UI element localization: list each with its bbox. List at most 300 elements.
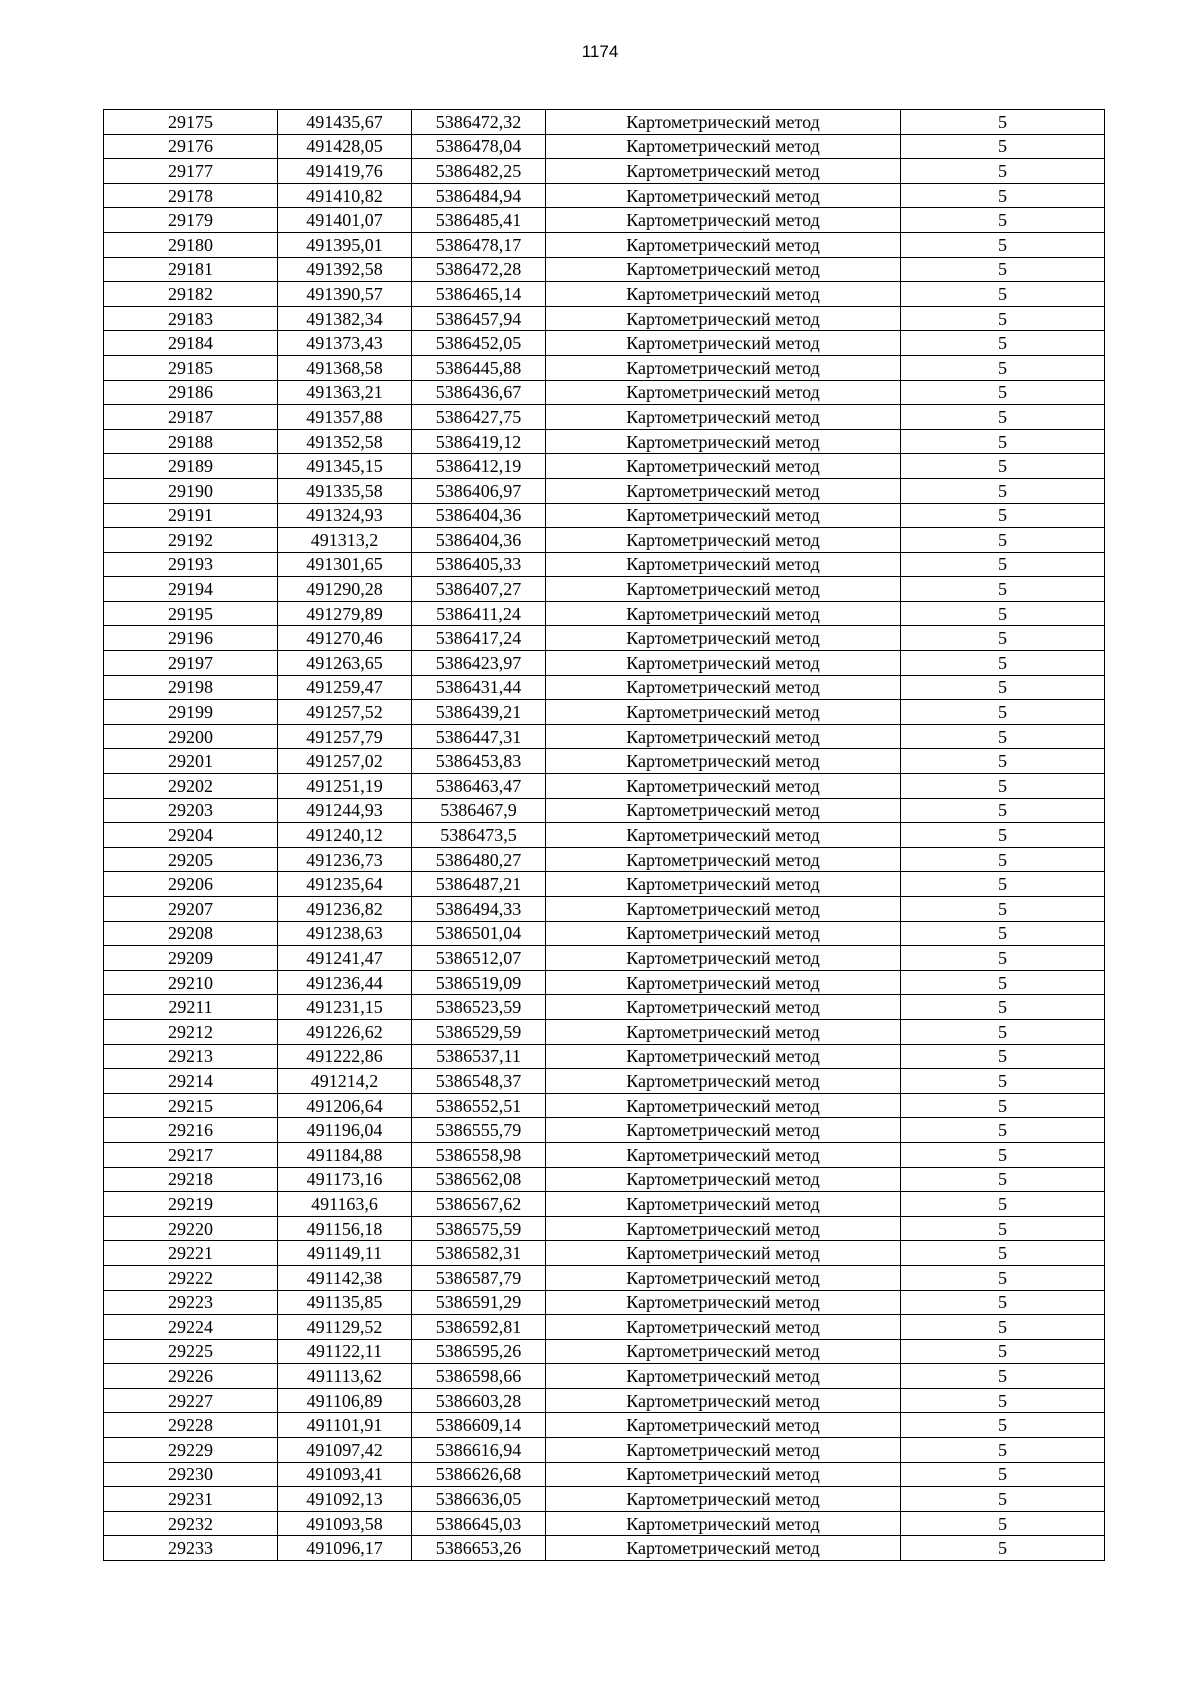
method-cell: Картометрический метод bbox=[546, 675, 901, 700]
y-coordinate-cell: 5386591,29 bbox=[412, 1290, 546, 1315]
y-coordinate-cell: 5386423,97 bbox=[412, 651, 546, 676]
x-coordinate-cell: 491231,15 bbox=[278, 995, 412, 1020]
x-coordinate-cell: 491257,52 bbox=[278, 700, 412, 725]
table-row bbox=[104, 429, 1105, 454]
point-number-cell: 29222 bbox=[104, 1265, 278, 1290]
y-coordinate-cell: 5386431,44 bbox=[412, 675, 546, 700]
method-cell: Картометрический метод bbox=[546, 1069, 901, 1094]
method-cell: Картометрический метод bbox=[546, 946, 901, 971]
accuracy-cell: 5 bbox=[901, 429, 1105, 454]
method-cell: Картометрический метод bbox=[546, 183, 901, 208]
table-row bbox=[104, 134, 1105, 159]
point-number-cell: 29179 bbox=[104, 208, 278, 233]
table-row bbox=[104, 1364, 1105, 1389]
y-coordinate-cell: 5386575,59 bbox=[412, 1216, 546, 1241]
table-row bbox=[104, 1462, 1105, 1487]
x-coordinate-cell: 491093,41 bbox=[278, 1462, 412, 1487]
y-coordinate-cell: 5386626,68 bbox=[412, 1462, 546, 1487]
x-coordinate-cell: 491435,67 bbox=[278, 110, 412, 135]
x-coordinate-cell: 491313,2 bbox=[278, 528, 412, 553]
point-number-cell: 29209 bbox=[104, 946, 278, 971]
table-row bbox=[104, 1019, 1105, 1044]
x-coordinate-cell: 491214,2 bbox=[278, 1069, 412, 1094]
x-coordinate-cell: 491390,57 bbox=[278, 282, 412, 307]
x-coordinate-cell: 491236,73 bbox=[278, 847, 412, 872]
x-coordinate-cell: 491259,47 bbox=[278, 675, 412, 700]
y-coordinate-cell: 5386411,24 bbox=[412, 601, 546, 626]
accuracy-cell: 5 bbox=[901, 897, 1105, 922]
y-coordinate-cell: 5386562,08 bbox=[412, 1167, 546, 1192]
method-cell: Картометрический метод bbox=[546, 232, 901, 257]
accuracy-cell: 5 bbox=[901, 380, 1105, 405]
method-cell: Картометрический метод bbox=[546, 749, 901, 774]
point-number-cell: 29198 bbox=[104, 675, 278, 700]
method-cell: Картометрический метод bbox=[546, 601, 901, 626]
point-number-cell: 29203 bbox=[104, 798, 278, 823]
x-coordinate-cell: 491173,16 bbox=[278, 1167, 412, 1192]
point-number-cell: 29226 bbox=[104, 1364, 278, 1389]
method-cell: Картометрический метод bbox=[546, 823, 901, 848]
accuracy-cell: 5 bbox=[901, 1118, 1105, 1143]
method-cell: Картометрический метод bbox=[546, 1192, 901, 1217]
x-coordinate-cell: 491382,34 bbox=[278, 306, 412, 331]
y-coordinate-cell: 5386592,81 bbox=[412, 1315, 546, 1340]
x-coordinate-cell: 491236,82 bbox=[278, 897, 412, 922]
point-number-cell: 29229 bbox=[104, 1438, 278, 1463]
table-row bbox=[104, 503, 1105, 528]
accuracy-cell: 5 bbox=[901, 1142, 1105, 1167]
accuracy-cell: 5 bbox=[901, 552, 1105, 577]
point-number-cell: 29213 bbox=[104, 1044, 278, 1069]
method-cell: Картометрический метод bbox=[546, 1462, 901, 1487]
accuracy-cell: 5 bbox=[901, 970, 1105, 995]
y-coordinate-cell: 5386465,14 bbox=[412, 282, 546, 307]
method-cell: Картометрический метод bbox=[546, 774, 901, 799]
y-coordinate-cell: 5386447,31 bbox=[412, 724, 546, 749]
x-coordinate-cell: 491240,12 bbox=[278, 823, 412, 848]
accuracy-cell: 5 bbox=[901, 1019, 1105, 1044]
point-number-cell: 29210 bbox=[104, 970, 278, 995]
x-coordinate-cell: 491122,11 bbox=[278, 1339, 412, 1364]
y-coordinate-cell: 5386555,79 bbox=[412, 1118, 546, 1143]
method-cell: Картометрический метод bbox=[546, 1487, 901, 1512]
point-number-cell: 29188 bbox=[104, 429, 278, 454]
method-cell: Картометрический метод bbox=[546, 134, 901, 159]
table-row bbox=[104, 675, 1105, 700]
method-cell: Картометрический метод bbox=[546, 700, 901, 725]
method-cell: Картометрический метод bbox=[546, 897, 901, 922]
method-cell: Картометрический метод bbox=[546, 1241, 901, 1266]
method-cell: Картометрический метод bbox=[546, 1413, 901, 1438]
table-row bbox=[104, 921, 1105, 946]
method-cell: Картометрический метод bbox=[546, 1118, 901, 1143]
point-number-cell: 29178 bbox=[104, 183, 278, 208]
y-coordinate-cell: 5386609,14 bbox=[412, 1413, 546, 1438]
y-coordinate-cell: 5386467,9 bbox=[412, 798, 546, 823]
point-number-cell: 29190 bbox=[104, 478, 278, 503]
accuracy-cell: 5 bbox=[901, 1388, 1105, 1413]
accuracy-cell: 5 bbox=[901, 1167, 1105, 1192]
table-row bbox=[104, 577, 1105, 602]
point-number-cell: 29224 bbox=[104, 1315, 278, 1340]
accuracy-cell: 5 bbox=[901, 1438, 1105, 1463]
table-row bbox=[104, 528, 1105, 553]
table-row bbox=[104, 749, 1105, 774]
y-coordinate-cell: 5386419,12 bbox=[412, 429, 546, 454]
y-coordinate-cell: 5386567,62 bbox=[412, 1192, 546, 1217]
x-coordinate-cell: 491401,07 bbox=[278, 208, 412, 233]
table-row bbox=[104, 651, 1105, 676]
accuracy-cell: 5 bbox=[901, 478, 1105, 503]
table-row bbox=[104, 847, 1105, 872]
x-coordinate-cell: 491101,91 bbox=[278, 1413, 412, 1438]
point-number-cell: 29187 bbox=[104, 405, 278, 430]
point-number-cell: 29191 bbox=[104, 503, 278, 528]
point-number-cell: 29175 bbox=[104, 110, 278, 135]
accuracy-cell: 5 bbox=[901, 183, 1105, 208]
x-coordinate-cell: 491149,11 bbox=[278, 1241, 412, 1266]
table-row bbox=[104, 454, 1105, 479]
y-coordinate-cell: 5386452,05 bbox=[412, 331, 546, 356]
table-row bbox=[104, 1265, 1105, 1290]
point-number-cell: 29199 bbox=[104, 700, 278, 725]
method-cell: Картометрический метод bbox=[546, 306, 901, 331]
table-row bbox=[104, 1069, 1105, 1094]
table-row bbox=[104, 1118, 1105, 1143]
table-row bbox=[104, 232, 1105, 257]
accuracy-cell: 5 bbox=[901, 823, 1105, 848]
point-number-cell: 29206 bbox=[104, 872, 278, 897]
accuracy-cell: 5 bbox=[901, 454, 1105, 479]
table-row bbox=[104, 1093, 1105, 1118]
accuracy-cell: 5 bbox=[901, 1315, 1105, 1340]
x-coordinate-cell: 491226,62 bbox=[278, 1019, 412, 1044]
y-coordinate-cell: 5386412,19 bbox=[412, 454, 546, 479]
x-coordinate-cell: 491324,93 bbox=[278, 503, 412, 528]
accuracy-cell: 5 bbox=[901, 1364, 1105, 1389]
accuracy-cell: 5 bbox=[901, 159, 1105, 184]
point-number-cell: 29193 bbox=[104, 552, 278, 577]
y-coordinate-cell: 5386537,11 bbox=[412, 1044, 546, 1069]
method-cell: Картометрический метод bbox=[546, 405, 901, 430]
x-coordinate-cell: 491236,44 bbox=[278, 970, 412, 995]
accuracy-cell: 5 bbox=[901, 1241, 1105, 1266]
point-number-cell: 29231 bbox=[104, 1487, 278, 1512]
point-number-cell: 29208 bbox=[104, 921, 278, 946]
accuracy-cell: 5 bbox=[901, 577, 1105, 602]
x-coordinate-cell: 491092,13 bbox=[278, 1487, 412, 1512]
y-coordinate-cell: 5386487,21 bbox=[412, 872, 546, 897]
x-coordinate-cell: 491113,62 bbox=[278, 1364, 412, 1389]
x-coordinate-cell: 491335,58 bbox=[278, 478, 412, 503]
x-coordinate-cell: 491251,19 bbox=[278, 774, 412, 799]
accuracy-cell: 5 bbox=[901, 1511, 1105, 1536]
table-row bbox=[104, 380, 1105, 405]
table-row bbox=[104, 700, 1105, 725]
y-coordinate-cell: 5386519,09 bbox=[412, 970, 546, 995]
table-row bbox=[104, 724, 1105, 749]
method-cell: Картометрический метод bbox=[546, 847, 901, 872]
point-number-cell: 29233 bbox=[104, 1536, 278, 1561]
table-row bbox=[104, 1290, 1105, 1315]
point-number-cell: 29202 bbox=[104, 774, 278, 799]
y-coordinate-cell: 5386582,31 bbox=[412, 1241, 546, 1266]
x-coordinate-cell: 491238,63 bbox=[278, 921, 412, 946]
method-cell: Картометрический метод bbox=[546, 872, 901, 897]
point-number-cell: 29228 bbox=[104, 1413, 278, 1438]
method-cell: Картометрический метод bbox=[546, 355, 901, 380]
accuracy-cell: 5 bbox=[901, 700, 1105, 725]
method-cell: Картометрический метод bbox=[546, 1265, 901, 1290]
y-coordinate-cell: 5386616,94 bbox=[412, 1438, 546, 1463]
table-row bbox=[104, 306, 1105, 331]
table-row bbox=[104, 1388, 1105, 1413]
point-number-cell: 29195 bbox=[104, 601, 278, 626]
method-cell: Картометрический метод bbox=[546, 110, 901, 135]
table-row bbox=[104, 405, 1105, 430]
table-row bbox=[104, 970, 1105, 995]
accuracy-cell: 5 bbox=[901, 798, 1105, 823]
accuracy-cell: 5 bbox=[901, 1413, 1105, 1438]
table-row bbox=[104, 1536, 1105, 1561]
accuracy-cell: 5 bbox=[901, 626, 1105, 651]
y-coordinate-cell: 5386598,66 bbox=[412, 1364, 546, 1389]
method-cell: Картометрический метод bbox=[546, 1216, 901, 1241]
method-cell: Картометрический метод bbox=[546, 577, 901, 602]
x-coordinate-cell: 491129,52 bbox=[278, 1315, 412, 1340]
table-row bbox=[104, 1216, 1105, 1241]
point-number-cell: 29212 bbox=[104, 1019, 278, 1044]
point-number-cell: 29232 bbox=[104, 1511, 278, 1536]
x-coordinate-cell: 491419,76 bbox=[278, 159, 412, 184]
table-row bbox=[104, 601, 1105, 626]
point-number-cell: 29182 bbox=[104, 282, 278, 307]
point-number-cell: 29180 bbox=[104, 232, 278, 257]
y-coordinate-cell: 5386404,36 bbox=[412, 503, 546, 528]
y-coordinate-cell: 5386512,07 bbox=[412, 946, 546, 971]
point-number-cell: 29221 bbox=[104, 1241, 278, 1266]
accuracy-cell: 5 bbox=[901, 872, 1105, 897]
y-coordinate-cell: 5386484,94 bbox=[412, 183, 546, 208]
table-row bbox=[104, 282, 1105, 307]
method-cell: Картометрический метод bbox=[546, 1290, 901, 1315]
x-coordinate-cell: 491263,65 bbox=[278, 651, 412, 676]
point-number-cell: 29184 bbox=[104, 331, 278, 356]
table-row bbox=[104, 552, 1105, 577]
accuracy-cell: 5 bbox=[901, 306, 1105, 331]
point-number-cell: 29215 bbox=[104, 1093, 278, 1118]
x-coordinate-cell: 491096,17 bbox=[278, 1536, 412, 1561]
x-coordinate-cell: 491290,28 bbox=[278, 577, 412, 602]
method-cell: Картометрический метод bbox=[546, 1511, 901, 1536]
y-coordinate-cell: 5386463,47 bbox=[412, 774, 546, 799]
accuracy-cell: 5 bbox=[901, 503, 1105, 528]
x-coordinate-cell: 491428,05 bbox=[278, 134, 412, 159]
accuracy-cell: 5 bbox=[901, 1093, 1105, 1118]
table-row bbox=[104, 110, 1105, 135]
method-cell: Картометрический метод bbox=[546, 478, 901, 503]
y-coordinate-cell: 5386636,05 bbox=[412, 1487, 546, 1512]
point-number-cell: 29217 bbox=[104, 1142, 278, 1167]
table-row bbox=[104, 1315, 1105, 1340]
method-cell: Картометрический метод bbox=[546, 798, 901, 823]
y-coordinate-cell: 5386558,98 bbox=[412, 1142, 546, 1167]
table-row bbox=[104, 626, 1105, 651]
table-row bbox=[104, 208, 1105, 233]
y-coordinate-cell: 5386445,88 bbox=[412, 355, 546, 380]
accuracy-cell: 5 bbox=[901, 134, 1105, 159]
table-row bbox=[104, 897, 1105, 922]
x-coordinate-cell: 491410,82 bbox=[278, 183, 412, 208]
accuracy-cell: 5 bbox=[901, 749, 1105, 774]
y-coordinate-cell: 5386482,25 bbox=[412, 159, 546, 184]
coordinates-table-body bbox=[104, 110, 1105, 1561]
y-coordinate-cell: 5386529,59 bbox=[412, 1019, 546, 1044]
method-cell: Картометрический метод bbox=[546, 208, 901, 233]
x-coordinate-cell: 491257,02 bbox=[278, 749, 412, 774]
accuracy-cell: 5 bbox=[901, 405, 1105, 430]
y-coordinate-cell: 5386653,26 bbox=[412, 1536, 546, 1561]
y-coordinate-cell: 5386501,04 bbox=[412, 921, 546, 946]
y-coordinate-cell: 5386587,79 bbox=[412, 1265, 546, 1290]
table-row bbox=[104, 872, 1105, 897]
x-coordinate-cell: 491184,88 bbox=[278, 1142, 412, 1167]
accuracy-cell: 5 bbox=[901, 1265, 1105, 1290]
accuracy-cell: 5 bbox=[901, 528, 1105, 553]
accuracy-cell: 5 bbox=[901, 921, 1105, 946]
method-cell: Картометрический метод bbox=[546, 454, 901, 479]
x-coordinate-cell: 491142,38 bbox=[278, 1265, 412, 1290]
method-cell: Картометрический метод bbox=[546, 257, 901, 282]
method-cell: Картометрический метод bbox=[546, 528, 901, 553]
method-cell: Картометрический метод bbox=[546, 282, 901, 307]
accuracy-cell: 5 bbox=[901, 847, 1105, 872]
y-coordinate-cell: 5386453,83 bbox=[412, 749, 546, 774]
y-coordinate-cell: 5386645,03 bbox=[412, 1511, 546, 1536]
accuracy-cell: 5 bbox=[901, 232, 1105, 257]
table-row bbox=[104, 331, 1105, 356]
y-coordinate-cell: 5386439,21 bbox=[412, 700, 546, 725]
x-coordinate-cell: 491241,47 bbox=[278, 946, 412, 971]
y-coordinate-cell: 5386457,94 bbox=[412, 306, 546, 331]
method-cell: Картометрический метод bbox=[546, 503, 901, 528]
method-cell: Картометрический метод bbox=[546, 1388, 901, 1413]
point-number-cell: 29186 bbox=[104, 380, 278, 405]
y-coordinate-cell: 5386603,28 bbox=[412, 1388, 546, 1413]
y-coordinate-cell: 5386405,33 bbox=[412, 552, 546, 577]
y-coordinate-cell: 5386523,59 bbox=[412, 995, 546, 1020]
method-cell: Картометрический метод bbox=[546, 380, 901, 405]
x-coordinate-cell: 491235,64 bbox=[278, 872, 412, 897]
y-coordinate-cell: 5386404,36 bbox=[412, 528, 546, 553]
method-cell: Картометрический метод bbox=[546, 724, 901, 749]
x-coordinate-cell: 491357,88 bbox=[278, 405, 412, 430]
x-coordinate-cell: 491301,65 bbox=[278, 552, 412, 577]
accuracy-cell: 5 bbox=[901, 601, 1105, 626]
point-number-cell: 29207 bbox=[104, 897, 278, 922]
table-row bbox=[104, 995, 1105, 1020]
point-number-cell: 29189 bbox=[104, 454, 278, 479]
point-number-cell: 29196 bbox=[104, 626, 278, 651]
x-coordinate-cell: 491163,6 bbox=[278, 1192, 412, 1217]
point-number-cell: 29223 bbox=[104, 1290, 278, 1315]
point-number-cell: 29194 bbox=[104, 577, 278, 602]
method-cell: Картометрический метод bbox=[546, 995, 901, 1020]
point-number-cell: 29214 bbox=[104, 1069, 278, 1094]
accuracy-cell: 5 bbox=[901, 1487, 1105, 1512]
y-coordinate-cell: 5386436,67 bbox=[412, 380, 546, 405]
y-coordinate-cell: 5386494,33 bbox=[412, 897, 546, 922]
x-coordinate-cell: 491106,89 bbox=[278, 1388, 412, 1413]
y-coordinate-cell: 5386595,26 bbox=[412, 1339, 546, 1364]
method-cell: Картометрический метод bbox=[546, 1167, 901, 1192]
table-row bbox=[104, 1241, 1105, 1266]
method-cell: Картометрический метод bbox=[546, 1093, 901, 1118]
method-cell: Картометрический метод bbox=[546, 1438, 901, 1463]
point-number-cell: 29185 bbox=[104, 355, 278, 380]
x-coordinate-cell: 491093,58 bbox=[278, 1511, 412, 1536]
y-coordinate-cell: 5386417,24 bbox=[412, 626, 546, 651]
table-row bbox=[104, 774, 1105, 799]
table-row bbox=[104, 159, 1105, 184]
method-cell: Картометрический метод bbox=[546, 1315, 901, 1340]
method-cell: Картометрический метод bbox=[546, 552, 901, 577]
point-number-cell: 29201 bbox=[104, 749, 278, 774]
page-number: 1174 bbox=[581, 42, 619, 61]
point-number-cell: 29183 bbox=[104, 306, 278, 331]
table-row bbox=[104, 355, 1105, 380]
table-row bbox=[104, 1167, 1105, 1192]
x-coordinate-cell: 491368,58 bbox=[278, 355, 412, 380]
table-row bbox=[104, 823, 1105, 848]
table-row bbox=[104, 478, 1105, 503]
method-cell: Картометрический метод bbox=[546, 159, 901, 184]
table-row bbox=[104, 1142, 1105, 1167]
x-coordinate-cell: 491196,04 bbox=[278, 1118, 412, 1143]
method-cell: Картометрический метод bbox=[546, 921, 901, 946]
x-coordinate-cell: 491345,15 bbox=[278, 454, 412, 479]
y-coordinate-cell: 5386478,04 bbox=[412, 134, 546, 159]
accuracy-cell: 5 bbox=[901, 1044, 1105, 1069]
y-coordinate-cell: 5386472,32 bbox=[412, 110, 546, 135]
table-row bbox=[104, 1044, 1105, 1069]
x-coordinate-cell: 491156,18 bbox=[278, 1216, 412, 1241]
point-number-cell: 29220 bbox=[104, 1216, 278, 1241]
accuracy-cell: 5 bbox=[901, 675, 1105, 700]
table-row bbox=[104, 1413, 1105, 1438]
method-cell: Картометрический метод bbox=[546, 1019, 901, 1044]
point-number-cell: 29176 bbox=[104, 134, 278, 159]
point-number-cell: 29225 bbox=[104, 1339, 278, 1364]
point-number-cell: 29205 bbox=[104, 847, 278, 872]
point-number-cell: 29219 bbox=[104, 1192, 278, 1217]
y-coordinate-cell: 5386485,41 bbox=[412, 208, 546, 233]
accuracy-cell: 5 bbox=[901, 282, 1105, 307]
x-coordinate-cell: 491244,93 bbox=[278, 798, 412, 823]
method-cell: Картометрический метод bbox=[546, 1536, 901, 1561]
accuracy-cell: 5 bbox=[901, 110, 1105, 135]
y-coordinate-cell: 5386473,5 bbox=[412, 823, 546, 848]
coordinates-table bbox=[103, 109, 1105, 1561]
point-number-cell: 29177 bbox=[104, 159, 278, 184]
point-number-cell: 29197 bbox=[104, 651, 278, 676]
x-coordinate-cell: 491222,86 bbox=[278, 1044, 412, 1069]
table-row bbox=[104, 1339, 1105, 1364]
accuracy-cell: 5 bbox=[901, 257, 1105, 282]
y-coordinate-cell: 5386427,75 bbox=[412, 405, 546, 430]
x-coordinate-cell: 491135,85 bbox=[278, 1290, 412, 1315]
accuracy-cell: 5 bbox=[901, 995, 1105, 1020]
